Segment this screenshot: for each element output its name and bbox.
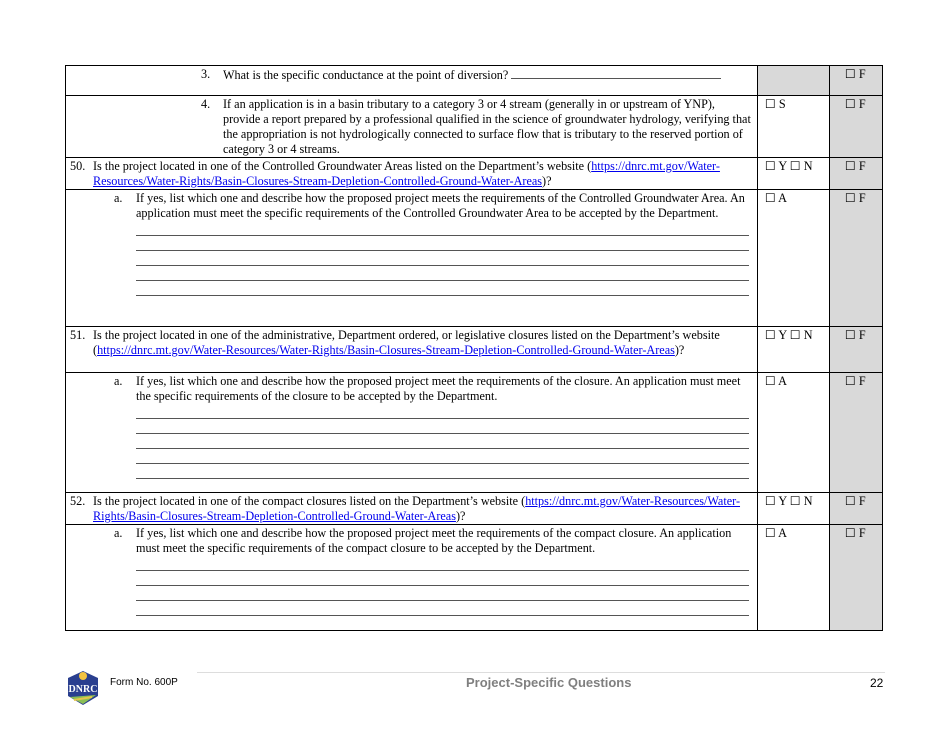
question-text: If an application is in a basin tributary to a category 3 or 4 stream (generally in or upstream of YNP), provide a report prepared by a professional qualified in the science of groundwater hydrology, verifying that the appropriation is not hydrologically connected to surface flow that is tributary to the reserved portion of category 3 or 4 streams. xyxy=(223,97,751,156)
checkbox-f[interactable]: ☐ F xyxy=(844,494,866,508)
page-footer xyxy=(0,672,950,712)
checkbox-f[interactable]: ☐ F xyxy=(844,526,866,540)
table-row xyxy=(66,373,883,493)
question-text: What is the specific conductance at the point of diversion? xyxy=(223,68,509,82)
checkbox-f[interactable]: ☐ F xyxy=(844,328,866,342)
question-text: Is the project located in one of the administrative, Department ordered, or legislative closures listed on the Department’s website ( xyxy=(93,328,720,357)
table-row xyxy=(66,158,883,190)
form-number: Form No. 600P xyxy=(110,677,178,688)
question-text: Is the project located in one of the compact closures listed on the Department’s website ( xyxy=(93,494,526,508)
answer-lines[interactable] xyxy=(66,556,757,616)
checkbox-a[interactable]: ☐ A xyxy=(764,191,787,205)
checkbox-a[interactable]: ☐ A xyxy=(764,374,787,388)
website-link[interactable]: https://dnrc.mt.gov/Water-Resources/Water-Rights/Basin-Closures-Stream-Depletion-Controlled-Ground-Water-Areas xyxy=(97,343,675,357)
table-row xyxy=(66,190,883,327)
item-number: 4. xyxy=(201,97,211,111)
checkbox-s[interactable]: ☐ S xyxy=(764,97,786,111)
table-row xyxy=(66,525,883,631)
website-link[interactable]: https://dnrc.mt.gov/Water-Resources/Water-Rights/Basin-Closures-Stream-Depletion-Controlled-Ground-Water-Areas xyxy=(93,159,720,188)
item-number: 3. xyxy=(201,67,211,81)
answer-blank[interactable] xyxy=(511,67,721,79)
checkbox-yes-no[interactable]: ☐ Y ☐ N xyxy=(764,494,813,508)
item-number: a. xyxy=(114,191,123,205)
item-number: 50. xyxy=(70,159,86,173)
question-text: Is the project located in one of the Controlled Groundwater Areas listed on the Department’s website ( xyxy=(93,159,592,173)
table-row xyxy=(66,327,883,373)
question-text-end: )? xyxy=(674,343,685,357)
page-number: 22 xyxy=(870,676,884,690)
item-number: a. xyxy=(114,526,123,540)
checkbox-a[interactable]: ☐ A xyxy=(764,526,787,540)
table-row xyxy=(66,493,883,525)
question-text: If yes, list which one and describe how the proposed project meet the requirements of the closure. An application must meet the specific requirements of the closure to be accepted by the Department. xyxy=(136,374,741,403)
question-text-end: )? xyxy=(455,509,466,523)
checkbox-f[interactable]: ☐ F xyxy=(844,374,866,388)
answer-lines[interactable] xyxy=(66,404,757,479)
checkbox-f[interactable]: ☐ F xyxy=(844,159,866,173)
dnrc-logo xyxy=(64,670,102,706)
question-text-end: )? xyxy=(542,174,552,188)
website-link[interactable]: https://dnrc.mt.gov/Water-Resources/Water-Rights/Basin-Closures-Stream-Depletion-Controlled-Ground-Water-Areas xyxy=(93,494,741,523)
svg-text:DNRC: DNRC xyxy=(68,684,98,695)
footer-title: Project-Specific Questions xyxy=(466,675,632,690)
footer-divider xyxy=(197,672,885,673)
checkbox-cell xyxy=(758,66,829,67)
table-row xyxy=(66,66,883,96)
checkbox-yes-no[interactable]: ☐ Y ☐ N xyxy=(764,159,813,173)
item-number: 51. xyxy=(70,328,86,342)
checkbox-yes-no[interactable]: ☐ Y ☐ N xyxy=(764,328,813,342)
answer-lines[interactable] xyxy=(66,221,757,296)
checkbox-f[interactable]: ☐ F xyxy=(844,97,866,111)
questions-table xyxy=(65,65,883,631)
question-text: If yes, list which one and describe how the proposed project meet the requirements of the compact closure. An application must meet the specific requirements of the compact closure to be accepted by the Department. xyxy=(136,526,732,555)
checkbox-f[interactable]: ☐ F xyxy=(844,191,866,205)
item-number: 52. xyxy=(70,494,86,508)
item-number: a. xyxy=(114,374,123,388)
table-row xyxy=(66,96,883,158)
checkbox-f[interactable]: ☐ F xyxy=(844,67,866,81)
question-text: If yes, list which one and describe how the proposed project meets the requirements of the Controlled Groundwater Area. An application must meet the specific requirements of the Controlled Groundwater Area to be accepted by the Department. xyxy=(136,191,745,220)
